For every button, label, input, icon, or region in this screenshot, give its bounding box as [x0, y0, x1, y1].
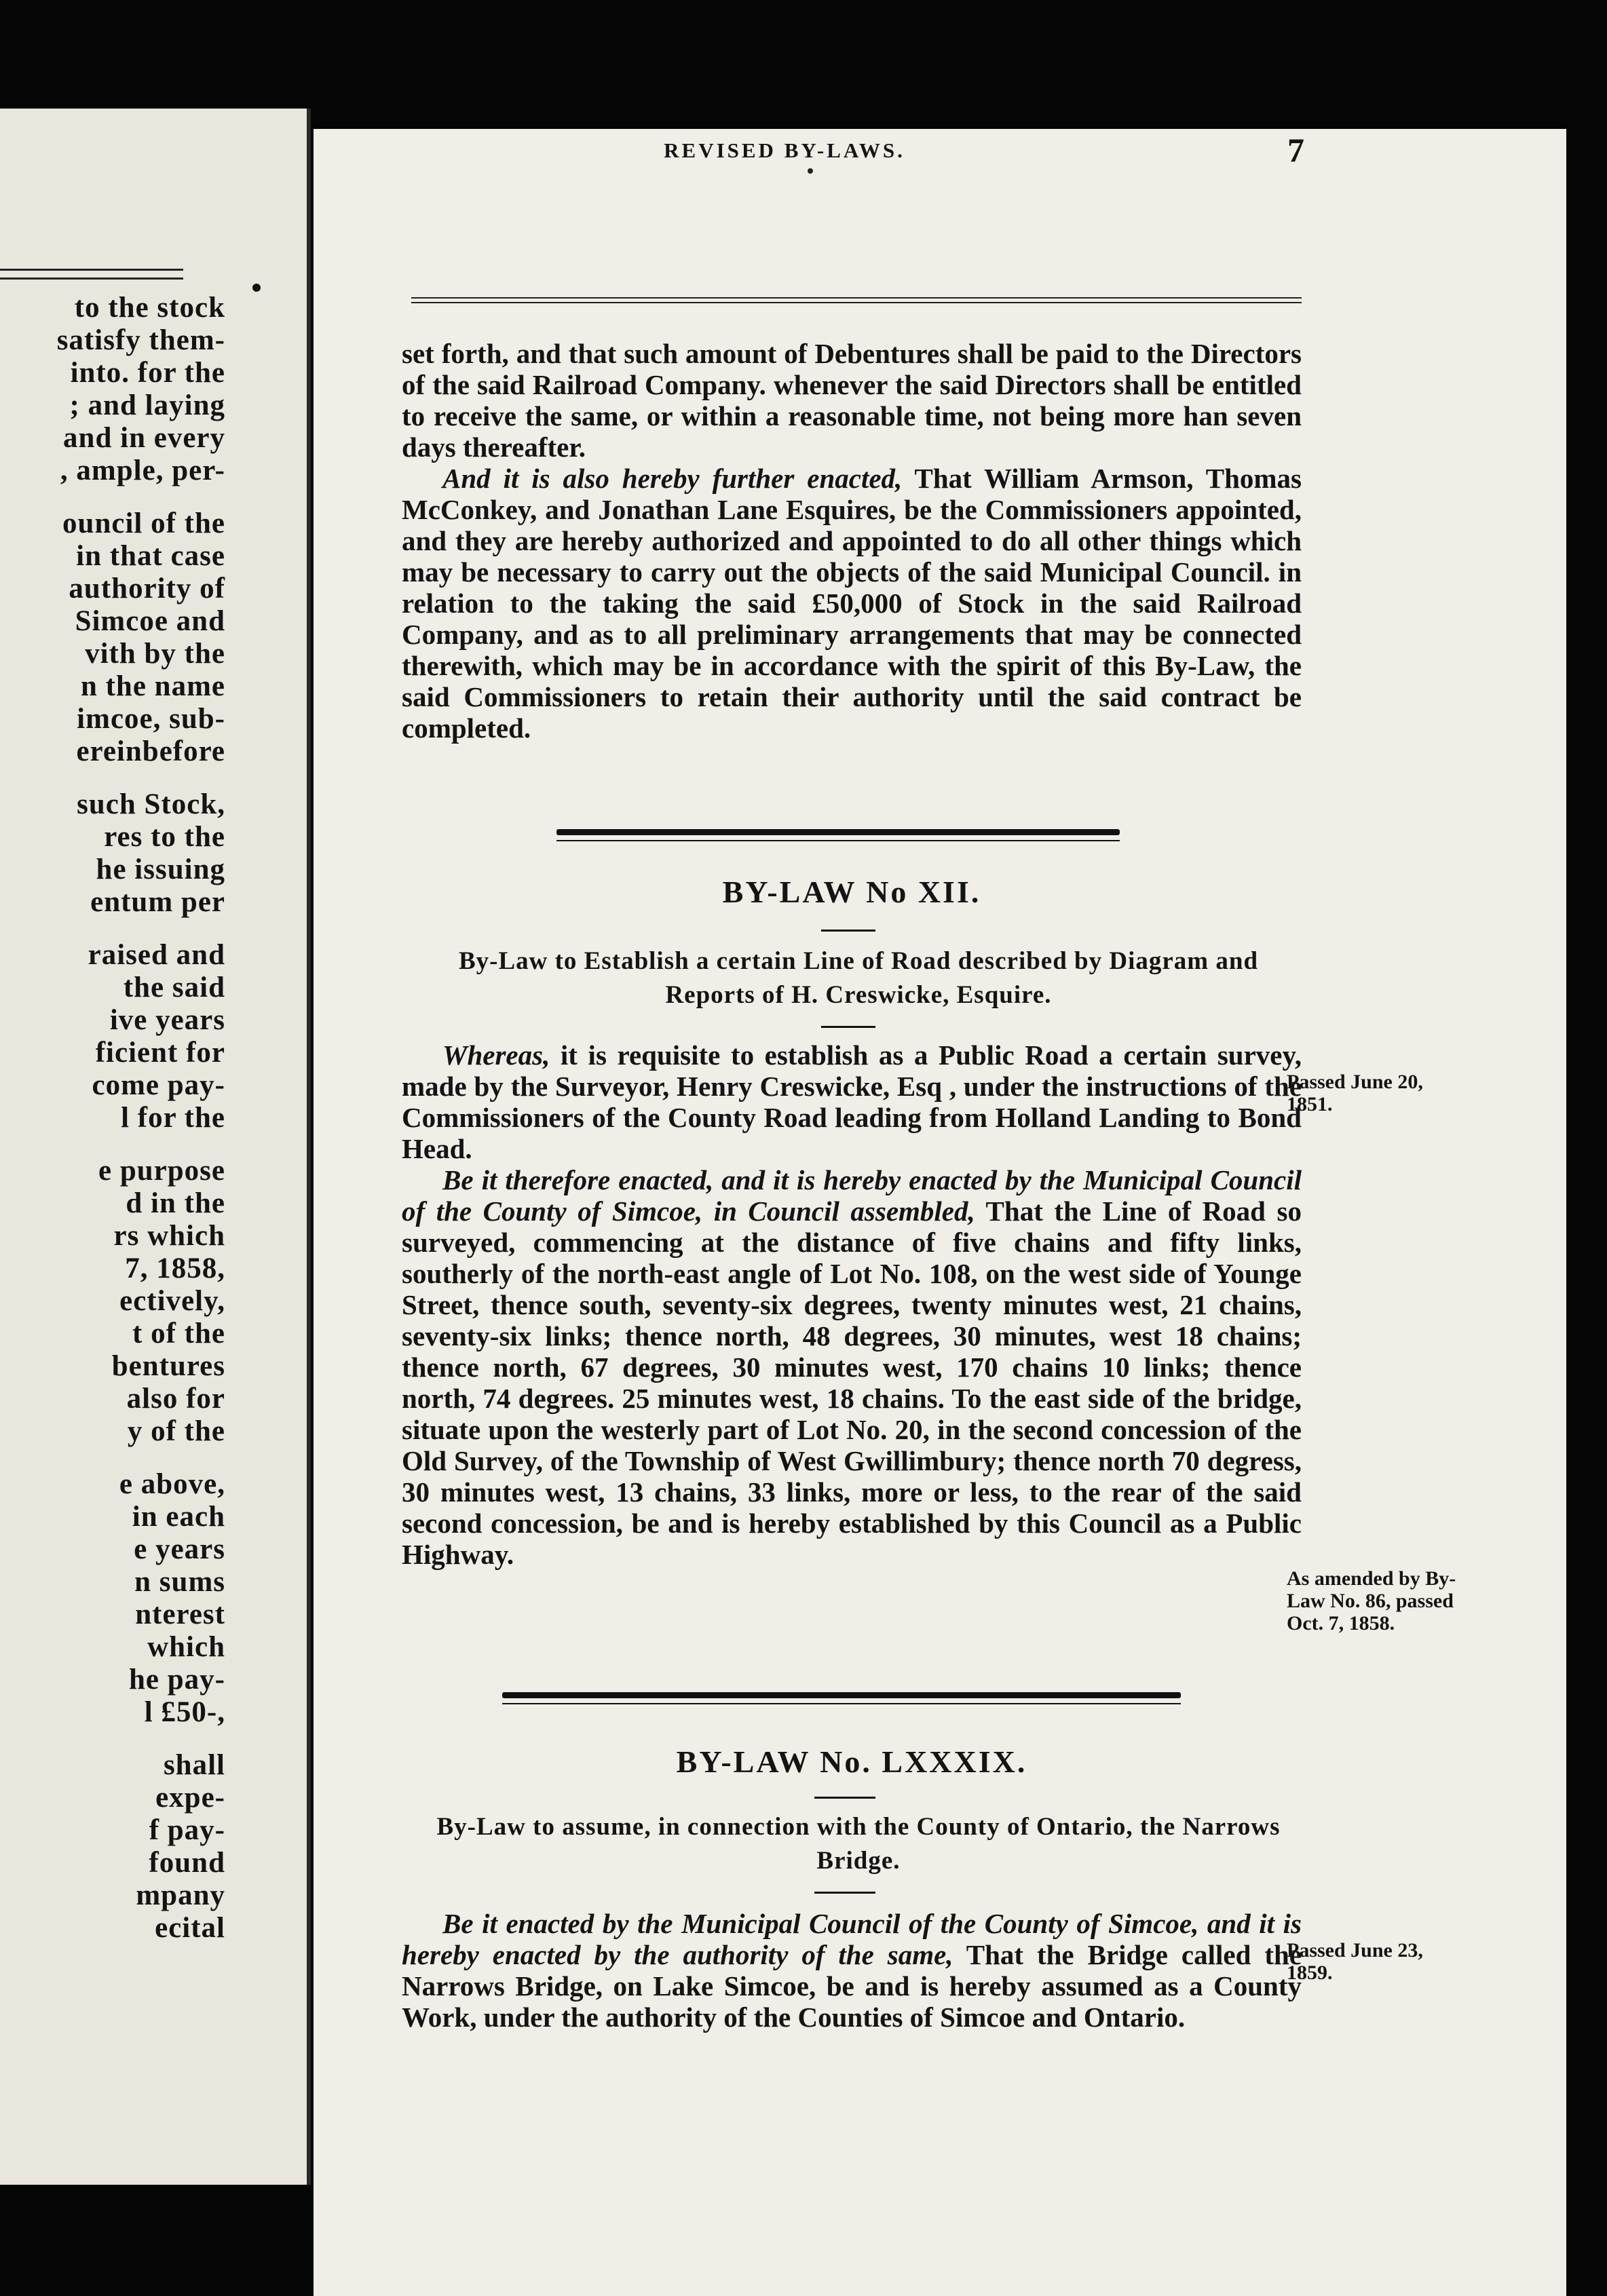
left-page-line: res to the [104, 821, 225, 853]
left-page-line: nterest [135, 1599, 225, 1630]
left-page-line: he pay- [129, 1664, 225, 1696]
left-page-line: entum per [90, 886, 225, 918]
left-page-line: rs which [113, 1220, 225, 1252]
left-page-line: to the stock [74, 292, 225, 324]
running-title: REVISED BY-LAWS. [664, 138, 905, 162]
gutter-mark [252, 284, 261, 292]
left-page-line: also for [126, 1383, 225, 1415]
left-page-line: the said [123, 972, 225, 1003]
margin-note: As amended by By-Law No. 86, passed Oct. 7, 1858. [1287, 1567, 1456, 1634]
left-page-line: in each [132, 1501, 225, 1533]
left-page-line: f pay- [149, 1814, 225, 1846]
bylaw-89-body [402, 1908, 1302, 2033]
left-page-line: mpany [136, 1879, 225, 1911]
left-page-line: ; and laying [69, 389, 225, 421]
left-page-line: such Stock, [77, 788, 225, 820]
left-page-line: into. for the [70, 357, 225, 389]
left-page-line: ficient for [95, 1037, 225, 1069]
left-page-line: l for the [121, 1102, 225, 1134]
left-page-line: n the name [80, 670, 225, 702]
margin-note: Passed June 23, 1859. [1287, 1939, 1423, 1984]
paragraph-lead: Be it enacted by the Municipal Council of the County of Simcoe, and it is hereby enacted by the authority of the same, [402, 1908, 1302, 1970]
left-page-line: which [147, 1631, 225, 1663]
left-page-line: e purpose [98, 1155, 225, 1187]
left-page-line: ouncil of the [62, 508, 225, 539]
title-rule [814, 1797, 875, 1799]
subtitle-rule [814, 1892, 875, 1894]
left-page-line: ereinbefore [76, 735, 225, 767]
margin-note: Passed June 20, 1851. [1287, 1071, 1423, 1115]
paragraph [402, 1039, 1302, 1164]
section-divider [556, 829, 1120, 835]
left-page-line: vith by the [85, 638, 225, 670]
bylaw-12-subtitle: By-Law to Establish a certain Line of Road described by Diagram and Reports of H. Creswicke, Esquire. [458, 947, 1259, 1009]
paragraph [402, 1908, 1302, 2033]
left-page-line: in that case [76, 540, 225, 572]
left-page-line: 7, 1858, [125, 1252, 225, 1284]
subtitle-rule [821, 1026, 875, 1028]
left-page-line: bentures [111, 1350, 225, 1382]
left-page-line: authority of [69, 573, 225, 605]
left-page-line: y of the [127, 1415, 225, 1447]
bylaw-89-title: BY-LAW No. LXXXIX. [676, 1744, 1027, 1779]
paragraph [402, 1164, 1302, 1570]
paragraph-lead: Whereas, [442, 1039, 550, 1071]
left-page-line: come pay- [92, 1069, 225, 1101]
bylaw-12-body [402, 1039, 1302, 1570]
paragraph-body: it is requisite to establish as a Public Road a certain survey, made by the Surveyor, Henry Creswicke, Esq , under the instructions of the Commissioners of the County Road leading from Holland Landing to Bond Head. [402, 1039, 1302, 1164]
paragraph: set forth, and that such amount of Debentures shall be paid to the Directors of the said Railroad Company. whenever the said Directors shall be entitled to receive the same, or within a reasonable time, not being more han seven days thereafter. [402, 338, 1302, 463]
section-divider [502, 1692, 1181, 1698]
left-page-rule [0, 269, 183, 280]
page-number: 7 [1287, 131, 1307, 169]
paragraph-body: That the Line of Road so surveyed, commencing at the distance of five chains and fifty links, southerly of the north-east angle of Lot No. 108, on the west side of Younge Street, thence south, seventy-six degrees, twenty minutes west, 21 chains, seventy-six links; thence north, 48 degrees, 30 minutes, west 18 chains; thence north, 67 degrees, 30 minutes west, 170 chains 10 links; thence north, 74 degrees. 25 minutes west, 18 chains. To the east side of the bridge, situate upon the westerly part of Lot No. 20, in the second concession of the Old Survey, of the Township of West Gwillimbury; thence north 70 degress, 30 minutes west, 13 chains, 33 links, more or less, to the rear of the said second concession, be and is hereby established by this Council as a Public Highway. [402, 1195, 1302, 1570]
left-page-line: ectively, [119, 1285, 225, 1317]
left-page-line: ive years [109, 1004, 225, 1036]
section-continuation [402, 338, 1302, 744]
section-divider-thin [556, 840, 1120, 841]
left-page-line: ecital [155, 1912, 225, 1944]
left-page-line: expe- [155, 1782, 225, 1814]
paragraph-body: That the Bridge called the Narrows Bridge, on Lake Simcoe, be and is hereby assumed as a County Work, under the authority of the Counties of Simcoe and Ontario. [402, 1939, 1302, 2033]
section-divider-thin [502, 1703, 1181, 1704]
bylaw-89-subtitle: By-Law to assume, in connection with the County of Ontario, the Narrows Bridge. [436, 1813, 1281, 1875]
left-page-line: , ample, per- [60, 455, 225, 486]
left-page-line: raised and [88, 939, 225, 971]
left-page-line: shall [163, 1749, 225, 1781]
left-page-line: e above, [119, 1468, 225, 1500]
header-rule [411, 297, 1302, 303]
left-page-line: found [149, 1847, 225, 1879]
left-page-line: d in the [126, 1187, 225, 1219]
left-page-line: n sums [134, 1566, 225, 1598]
left-page [0, 109, 311, 2185]
left-page-line: imcoe, sub- [77, 703, 225, 735]
left-page-line: Simcoe and [75, 605, 225, 637]
left-page-line: he issuing [96, 854, 225, 885]
paragraph-lead: Be it therefore enacted, and it is hereby enacted by the Municipal Council of the County of Simcoe, in Council assembled, [402, 1164, 1302, 1227]
title-rule [821, 930, 875, 932]
paragraph-body: That William Armson, Thomas McConkey, and Jonathan Lane Esquires, be the Commissioners appointed, and they are hereby authorized and appointed to do all other things which may be necessary to carry out the objects of the said Municipal Council. in relation to the taking the said £50,000 of Stock in the said Railroad Company, and as to all preliminary arrangements that may be connected therewith, which may be in accordance with the spirit of this By-Law, the said Commissioners to retain their authority until the said contract be completed. [402, 463, 1302, 744]
left-page-line: t of the [132, 1318, 225, 1350]
left-page-line: l £50-, [144, 1696, 225, 1728]
left-page-line: e years [134, 1533, 225, 1565]
page-speck [808, 168, 813, 174]
left-page-line: satisfy them- [56, 324, 225, 356]
bylaw-12-title: BY-LAW No XII. [722, 875, 981, 909]
paragraph [402, 463, 1302, 744]
paragraph-lead: And it is also hereby further enacted, [442, 463, 903, 494]
left-page-line: and in every [63, 422, 225, 454]
